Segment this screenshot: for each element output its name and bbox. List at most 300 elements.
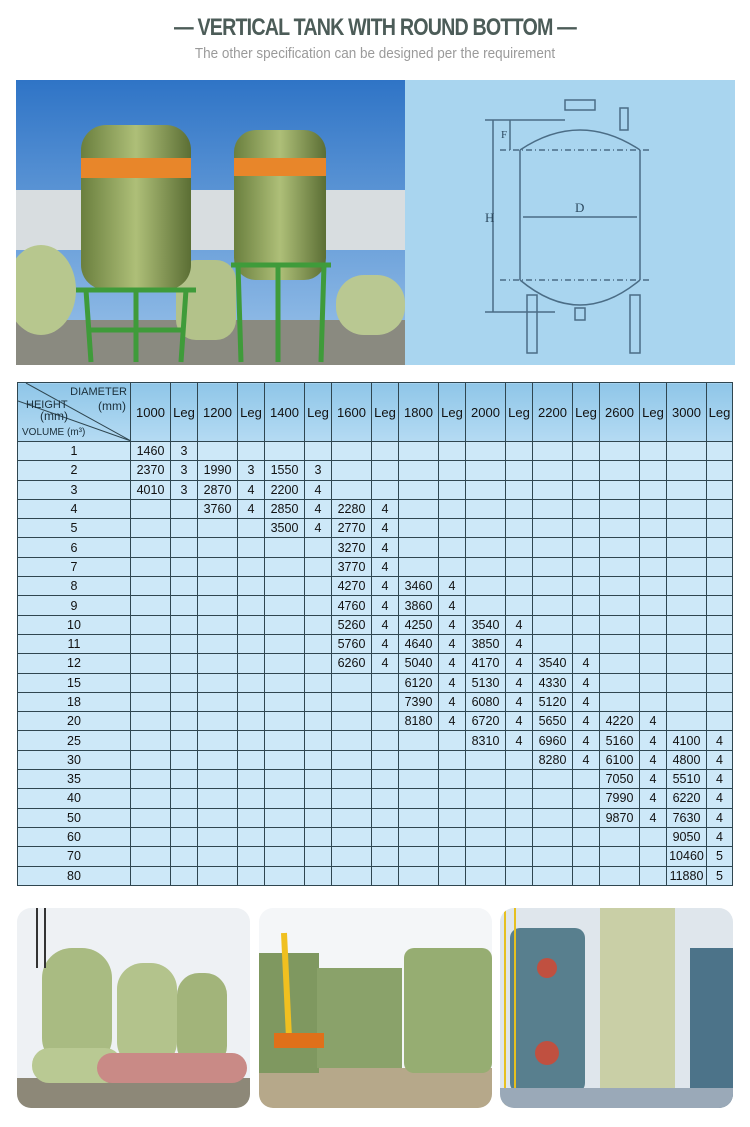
height-cell: 6220 <box>667 789 707 808</box>
height-cell <box>466 480 506 499</box>
height-cell: 3460 <box>399 577 439 596</box>
height-cell <box>466 577 506 596</box>
leg-cell <box>573 770 600 789</box>
leg-cell <box>171 673 198 692</box>
height-cell: 3270 <box>332 538 372 557</box>
volume-cell: 60 <box>18 827 131 846</box>
leg-cell <box>305 557 332 576</box>
leg-cell <box>573 499 600 518</box>
leg-cell: 4 <box>238 499 265 518</box>
leg-cell <box>238 442 265 461</box>
leg-cell <box>506 577 533 596</box>
height-cell <box>332 442 372 461</box>
leg-cell <box>506 866 533 885</box>
leg-cell <box>305 577 332 596</box>
leg-cell: 4 <box>372 634 399 653</box>
height-cell: 6960 <box>533 731 573 750</box>
leg-cell: 4 <box>238 480 265 499</box>
table-row <box>18 750 733 769</box>
leg-cell: 4 <box>506 692 533 711</box>
height-cell: 6720 <box>466 712 506 731</box>
height-cell <box>332 866 372 885</box>
leg-cell: 4 <box>506 673 533 692</box>
leg-cell: 4 <box>640 789 667 808</box>
leg-cell <box>171 827 198 846</box>
leg-cell <box>573 557 600 576</box>
volume-cell: 25 <box>18 731 131 750</box>
height-cell <box>600 596 640 615</box>
leg-cell <box>238 692 265 711</box>
leg-cell <box>640 847 667 866</box>
volume-cell: 10 <box>18 615 131 634</box>
page-title: — VERTICAL TANK WITH ROUND BOTTOM — <box>173 14 577 41</box>
leg-cell: 4 <box>506 634 533 653</box>
leg-cell: 4 <box>506 654 533 673</box>
height-cell <box>265 596 305 615</box>
height-cell <box>198 654 238 673</box>
leg-cell: 4 <box>372 596 399 615</box>
leg-cell <box>573 442 600 461</box>
height-cell <box>399 827 439 846</box>
height-cell: 2870 <box>198 480 238 499</box>
table-row <box>18 557 733 576</box>
height-cell: 7390 <box>399 692 439 711</box>
leg-cell: 4 <box>573 673 600 692</box>
leg-cell <box>171 577 198 596</box>
height-cell: 3770 <box>332 557 372 576</box>
leg-cell <box>640 673 667 692</box>
height-cell: 5650 <box>533 712 573 731</box>
leg-cell: 4 <box>439 692 466 711</box>
volume-cell: 8 <box>18 577 131 596</box>
table-row <box>18 808 733 827</box>
height-cell <box>600 692 640 711</box>
height-cell: 7990 <box>600 789 640 808</box>
volume-cell: 12 <box>18 654 131 673</box>
table-row <box>18 692 733 711</box>
height-cell <box>533 499 573 518</box>
height-cell <box>131 712 171 731</box>
leg-cell <box>707 692 733 711</box>
height-cell <box>533 789 573 808</box>
table-row <box>18 615 733 634</box>
height-unit: (mm) <box>40 409 68 423</box>
table-row <box>18 461 733 480</box>
height-cell: 3760 <box>198 499 238 518</box>
tank-photo <box>16 80 405 365</box>
height-cell <box>667 654 707 673</box>
table-row <box>18 789 733 808</box>
height-cell: 4220 <box>600 712 640 731</box>
leg-cell: 5 <box>707 847 733 866</box>
height-cell <box>131 557 171 576</box>
leg-cell <box>171 634 198 653</box>
leg-cell <box>238 866 265 885</box>
height-cell <box>198 577 238 596</box>
volume-cell: 7 <box>18 557 131 576</box>
height-cell <box>466 827 506 846</box>
leg-cell <box>238 654 265 673</box>
leg-cell <box>238 731 265 750</box>
height-cell <box>399 557 439 576</box>
height-cell <box>466 461 506 480</box>
leg-cell: 4 <box>506 731 533 750</box>
height-cell: 8310 <box>466 731 506 750</box>
leg-cell <box>372 712 399 731</box>
leg-cell: 4 <box>707 770 733 789</box>
leg-cell <box>238 750 265 769</box>
label-h: H <box>485 210 495 225</box>
leg-cell <box>640 480 667 499</box>
height-cell <box>533 596 573 615</box>
leg-cell <box>171 615 198 634</box>
leg-cell: 4 <box>640 808 667 827</box>
height-cell <box>131 750 171 769</box>
height-cell <box>533 461 573 480</box>
height-cell <box>332 750 372 769</box>
height-cell <box>131 596 171 615</box>
height-cell <box>399 808 439 827</box>
height-cell <box>399 789 439 808</box>
height-cell <box>533 577 573 596</box>
leg-cell <box>439 827 466 846</box>
height-cell <box>131 789 171 808</box>
height-cell <box>265 538 305 557</box>
column-header-leg: Leg <box>707 383 733 442</box>
height-cell <box>265 634 305 653</box>
height-cell: 6080 <box>466 692 506 711</box>
leg-cell: 4 <box>439 673 466 692</box>
label-d: D <box>575 200 585 215</box>
height-cell <box>600 442 640 461</box>
leg-cell <box>707 654 733 673</box>
height-cell <box>265 827 305 846</box>
column-header-leg: Leg <box>640 383 667 442</box>
leg-cell <box>372 847 399 866</box>
leg-cell <box>573 519 600 538</box>
leg-cell <box>171 692 198 711</box>
leg-cell <box>171 557 198 576</box>
leg-cell <box>238 519 265 538</box>
height-cell <box>332 789 372 808</box>
table-row <box>18 634 733 653</box>
height-cell: 5760 <box>332 634 372 653</box>
height-cell: 6260 <box>332 654 372 673</box>
leg-cell <box>171 770 198 789</box>
leg-cell: 3 <box>171 461 198 480</box>
table-row <box>18 866 733 885</box>
leg-cell <box>506 442 533 461</box>
height-cell: 3540 <box>533 654 573 673</box>
leg-cell: 3 <box>171 442 198 461</box>
leg-cell <box>573 827 600 846</box>
leg-cell: 4 <box>640 750 667 769</box>
leg-cell <box>238 827 265 846</box>
leg-cell: 4 <box>372 615 399 634</box>
height-cell <box>131 615 171 634</box>
height-cell: 5040 <box>399 654 439 673</box>
leg-cell <box>171 789 198 808</box>
height-cell <box>533 557 573 576</box>
leg-cell <box>305 654 332 673</box>
height-cell <box>332 827 372 846</box>
leg-cell <box>238 634 265 653</box>
leg-cell: 5 <box>707 866 733 885</box>
table-row <box>18 712 733 731</box>
height-cell: 4760 <box>332 596 372 615</box>
leg-cell <box>372 808 399 827</box>
height-cell <box>198 538 238 557</box>
leg-cell: 4 <box>506 712 533 731</box>
leg-cell <box>640 577 667 596</box>
leg-cell: 4 <box>506 615 533 634</box>
leg-cell: 4 <box>372 557 399 576</box>
height-cell <box>131 654 171 673</box>
height-cell: 3860 <box>399 596 439 615</box>
height-cell <box>466 596 506 615</box>
leg-cell <box>707 673 733 692</box>
height-cell <box>131 847 171 866</box>
height-cell: 4270 <box>332 577 372 596</box>
height-cell <box>332 692 372 711</box>
height-cell <box>399 461 439 480</box>
leg-cell <box>171 654 198 673</box>
height-cell <box>533 827 573 846</box>
leg-cell <box>305 847 332 866</box>
height-cell <box>332 808 372 827</box>
leg-cell: 4 <box>439 712 466 731</box>
height-cell: 2200 <box>265 480 305 499</box>
leg-cell: 4 <box>372 499 399 518</box>
height-cell <box>131 519 171 538</box>
height-cell <box>198 615 238 634</box>
diameter-unit: (mm) <box>98 399 126 413</box>
height-cell <box>600 499 640 518</box>
leg-cell <box>506 808 533 827</box>
leg-cell <box>640 596 667 615</box>
height-cell <box>265 654 305 673</box>
leg-cell <box>439 847 466 866</box>
height-cell <box>667 519 707 538</box>
height-cell: 4010 <box>131 480 171 499</box>
height-cell <box>399 731 439 750</box>
leg-cell <box>707 615 733 634</box>
height-cell <box>332 461 372 480</box>
height-cell <box>198 596 238 615</box>
height-cell <box>332 731 372 750</box>
column-header-leg: Leg <box>439 383 466 442</box>
height-cell <box>131 731 171 750</box>
leg-cell: 4 <box>439 654 466 673</box>
height-cell <box>131 692 171 711</box>
height-cell: 3850 <box>466 634 506 653</box>
diameter-label: DIAMETER <box>70 386 127 398</box>
leg-cell <box>439 499 466 518</box>
leg-cell <box>238 673 265 692</box>
height-cell <box>600 519 640 538</box>
column-header-diameter: 3000 <box>667 383 707 442</box>
column-header-diameter: 2000 <box>466 383 506 442</box>
height-cell <box>131 770 171 789</box>
volume-cell: 70 <box>18 847 131 866</box>
height-cell <box>466 808 506 827</box>
height-cell <box>198 519 238 538</box>
table-row <box>18 519 733 538</box>
height-cell <box>600 557 640 576</box>
height-cell: 1460 <box>131 442 171 461</box>
height-cell: 2850 <box>265 499 305 518</box>
height-cell <box>667 461 707 480</box>
height-cell: 4100 <box>667 731 707 750</box>
volume-cell: 30 <box>18 750 131 769</box>
table-row <box>18 654 733 673</box>
height-cell: 2370 <box>131 461 171 480</box>
leg-cell <box>372 480 399 499</box>
leg-cell <box>305 827 332 846</box>
leg-cell <box>372 789 399 808</box>
table-row <box>18 480 733 499</box>
height-cell <box>466 519 506 538</box>
height-cell <box>198 712 238 731</box>
volume-cell: 2 <box>18 461 131 480</box>
height-cell <box>332 673 372 692</box>
leg-cell <box>640 827 667 846</box>
height-cell: 9050 <box>667 827 707 846</box>
leg-cell: 4 <box>439 596 466 615</box>
leg-cell <box>439 770 466 789</box>
leg-cell <box>305 770 332 789</box>
height-cell: 6120 <box>399 673 439 692</box>
leg-cell <box>439 480 466 499</box>
leg-cell <box>171 712 198 731</box>
height-cell <box>399 866 439 885</box>
leg-cell <box>238 615 265 634</box>
height-cell <box>600 654 640 673</box>
leg-cell: 3 <box>238 461 265 480</box>
height-cell <box>399 499 439 518</box>
height-cell: 3540 <box>466 615 506 634</box>
table-row <box>18 442 733 461</box>
leg-cell <box>439 538 466 557</box>
height-cell: 5120 <box>533 692 573 711</box>
leg-cell <box>640 442 667 461</box>
leg-cell <box>506 750 533 769</box>
height-cell: 4250 <box>399 615 439 634</box>
leg-cell: 4 <box>573 692 600 711</box>
height-cell <box>399 519 439 538</box>
leg-cell <box>707 461 733 480</box>
leg-cell <box>506 596 533 615</box>
leg-cell <box>506 827 533 846</box>
leg-cell <box>372 731 399 750</box>
leg-cell <box>707 442 733 461</box>
height-cell <box>533 442 573 461</box>
tank-diagram <box>405 80 735 365</box>
height-cell <box>265 731 305 750</box>
height-cell <box>131 634 171 653</box>
leg-cell <box>640 557 667 576</box>
height-cell <box>466 789 506 808</box>
leg-cell <box>305 808 332 827</box>
height-cell <box>198 673 238 692</box>
leg-cell <box>640 634 667 653</box>
height-cell <box>399 442 439 461</box>
leg-cell <box>640 499 667 518</box>
tank-photo-yard <box>17 908 250 1108</box>
height-cell <box>600 634 640 653</box>
column-header-diameter: 1600 <box>332 383 372 442</box>
height-cell: 6100 <box>600 750 640 769</box>
height-cell <box>600 847 640 866</box>
leg-cell <box>305 712 332 731</box>
height-cell: 7050 <box>600 770 640 789</box>
table-row <box>18 499 733 518</box>
height-cell <box>667 712 707 731</box>
height-cell <box>198 808 238 827</box>
height-cell <box>466 442 506 461</box>
height-cell <box>131 577 171 596</box>
volume-cell: 6 <box>18 538 131 557</box>
column-header-leg: Leg <box>305 383 332 442</box>
leg-cell: 4 <box>573 750 600 769</box>
height-cell <box>466 866 506 885</box>
leg-cell <box>372 750 399 769</box>
leg-cell: 4 <box>707 789 733 808</box>
height-cell <box>667 442 707 461</box>
leg-cell <box>707 596 733 615</box>
leg-cell <box>372 461 399 480</box>
height-cell <box>198 770 238 789</box>
leg-cell <box>439 866 466 885</box>
leg-cell <box>171 596 198 615</box>
height-cell <box>600 538 640 557</box>
column-header-diameter: 2600 <box>600 383 640 442</box>
leg-cell <box>439 557 466 576</box>
leg-cell <box>573 596 600 615</box>
height-cell <box>399 770 439 789</box>
height-cell <box>265 847 305 866</box>
leg-cell <box>305 442 332 461</box>
height-cell: 3500 <box>265 519 305 538</box>
height-cell: 5260 <box>332 615 372 634</box>
height-cell <box>533 634 573 653</box>
leg-cell <box>305 731 332 750</box>
height-cell <box>667 557 707 576</box>
tank-photo-installed <box>500 908 733 1108</box>
height-cell <box>466 499 506 518</box>
leg-cell <box>238 808 265 827</box>
height-cell <box>533 808 573 827</box>
leg-cell <box>171 538 198 557</box>
leg-cell <box>171 519 198 538</box>
height-cell <box>265 673 305 692</box>
table-row <box>18 847 733 866</box>
volume-cell: 15 <box>18 673 131 692</box>
height-cell <box>265 577 305 596</box>
leg-cell <box>305 615 332 634</box>
leg-cell: 4 <box>372 577 399 596</box>
height-cell <box>399 750 439 769</box>
leg-cell: 4 <box>640 731 667 750</box>
leg-cell <box>171 847 198 866</box>
leg-cell <box>573 866 600 885</box>
height-cell <box>533 866 573 885</box>
leg-cell <box>372 827 399 846</box>
table-row <box>18 596 733 615</box>
height-cell <box>533 615 573 634</box>
leg-cell: 3 <box>171 480 198 499</box>
height-cell <box>198 789 238 808</box>
